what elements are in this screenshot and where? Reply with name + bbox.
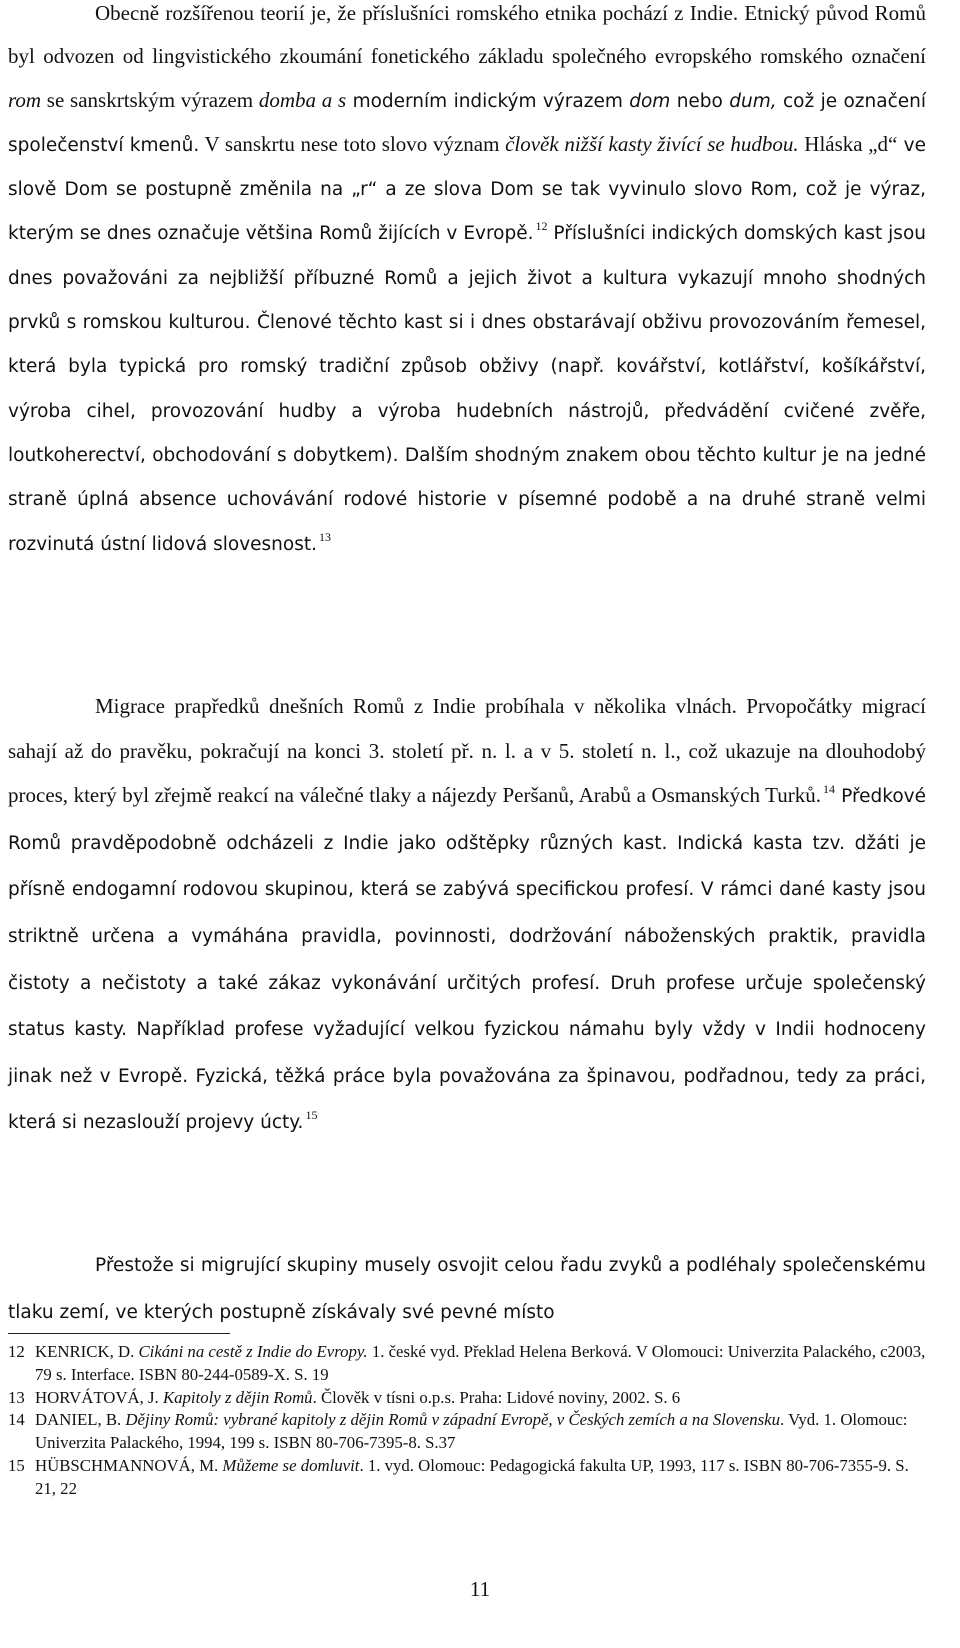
p1-text-9: ve slově Dom se postupně změnila na „r“ a ze slova Dom se tak vyvinulo slovo Rom, což je výraz, kterým se dnes označuje většina Romů žijících v Evropě. xyxy=(8,134,926,245)
footnote-details: . 1. vyd. Olomouc: Pedagogická fakulta UP, 1993, 117 s. ISBN 80-706-7355-9. S. 21, 22 xyxy=(35,1455,909,1498)
footnote-15 xyxy=(8,1455,928,1501)
page-number: 11 xyxy=(469,1577,491,1601)
footnote-14 xyxy=(8,1409,928,1455)
footnote-ref-12[interactable]: 12 xyxy=(535,219,548,234)
p1-text-2: se sanskrtským výrazem xyxy=(41,87,259,112)
body-paragraph-2 xyxy=(8,684,926,1146)
p1-text-8: Hláska „d“ xyxy=(798,131,898,156)
footnote-13 xyxy=(8,1387,928,1410)
footnote-author: KENRICK, D. xyxy=(35,1342,139,1361)
footnote-ref-15[interactable]: 15 xyxy=(305,1108,318,1123)
p1-text-3: a s xyxy=(316,87,347,112)
footnote-separator xyxy=(8,1333,230,1334)
footnote-ref-14[interactable]: 14 xyxy=(822,782,835,797)
p2-text-2: Předkové Romů pravděpodobně odcházeli z Indie jako odštěpky různých kast. Indická kasta tzv. džáti je přísně endogamní rodovou skupinou, která se zabývá specifickou profesí. V rámci dané kasty jsou striktně určena a vymáhána pravidla, povinnosti, dodržování náboženských praktik, pravidla čistoty a nečistoty a také zákaz vykonávání určitých profesí. Druh profese určuje společenský status kasty. Například profese vyžadující velkou fyzickou námahu byly vždy v Indii hodnoceny jinak než v Evropě. Fyzická, těžká práce byla považována za špinavou, podřadnou, tedy za práci, která si nezaslouží projevy úcty. xyxy=(8,786,926,1134)
footnote-details: . Vyd. 1. Olomouc: Univerzita Palackého, 1994, 199 s. ISBN 80-706-7395-8. S.37 xyxy=(35,1410,908,1453)
footnote-details: . Člověk v tísni o.p.s. Praha: Lidové noviny, 2002. S. 6 xyxy=(312,1387,681,1407)
p1-text-4: moderním indickým výrazem xyxy=(346,90,630,112)
footnote-author: HORVÁTOVÁ, J. xyxy=(35,1387,163,1407)
p1-text-6: což je označení společenství kmenů. xyxy=(8,90,926,156)
p1-term-dom: dom xyxy=(629,90,671,112)
footnote-number: 12 xyxy=(8,1342,25,1361)
footnote-title: Můžeme se domluvit xyxy=(222,1455,360,1475)
footnote-title: Kapitoly z dějin Romů xyxy=(162,1387,313,1407)
p2-text-1: Migrace prapředků dnešních Romů z Indie probíhala v několika vlnách. Prvopočátky migrací sahají až do pravěku, pokračují na konci 3. století př. n. l. a v 5. století n. l., což ukazuje na dlouhodobý proces, který byl zřejmě reakcí na válečné tlaky a nájezdy Peršanů, Arabů a Osmanských Turků. xyxy=(8,694,926,808)
body-paragraph-3 xyxy=(8,1242,926,1335)
p1-text-7: V sanskrtu nese toto slovo význam xyxy=(199,131,506,156)
footnote-12 xyxy=(8,1341,928,1387)
footnote-number: 15 xyxy=(8,1455,25,1475)
p1-term-rom: rom xyxy=(8,87,42,112)
p1-term-clovek: člověk nižší kasty živící se hudbou. xyxy=(505,131,799,156)
footnote-details: 1. české vyd. Překlad Helena Berková. V Olomouci: Univerzita Palackého, c2003, 79 s. Interface. ISBN 80-244-0589-X. S. 19 xyxy=(35,1342,926,1384)
p1-text-5: nebo xyxy=(670,90,730,112)
p1-term-dum: dum, xyxy=(729,90,777,112)
footnote-title: Cikáni na cestě z Indie do Evropy. xyxy=(138,1342,368,1361)
p1-text-10: Příslušníci indických domských kast jsou dnes považováni za nejbližší příbuzné Romů a jejich život a kultura vykazují mnoho shodných prvků s romskou kulturou. Členové těchto kast si i dnes obstarávají obživu provozováním řemesel, která byla typická pro romský tradiční způsob obživy (např. kovářství, kotlářství, košíkářství, výroba cihel, provozování hudby a výroba hudebních nástrojů, předvádění cvičené zvěře, loutkoherectví, obchodování s dobytkem). Dalším shodným znakem obou těchto kultur je na jedné straně úplná absence uchovávání rodové historie v písemné podobě a na druhé straně velmi rozvinutá ústní lidová slovesnost. xyxy=(8,223,926,555)
p1-term-domba: domba xyxy=(258,87,317,112)
footnote-ref-13[interactable]: 13 xyxy=(319,529,331,544)
footnote-number: 13 xyxy=(8,1387,25,1407)
footnote-author: HÜBSCHMANNOVÁ, M. xyxy=(35,1455,223,1475)
footnote-number: 14 xyxy=(8,1410,25,1430)
footnotes xyxy=(8,1341,928,1501)
footnote-title: Dějiny Romů: vybrané kapitoly z dějin Romů v západní Evropě, v Českých zemích a na Slovensku xyxy=(125,1410,781,1430)
body-paragraph-1 xyxy=(8,0,926,566)
p1-text-1: Obecně rozšířenou teorií je, že příslušníci romského etnika pochází z Indie. Etnický původ Romů byl odvozen od lingvistického zkoumání fonetického základu společného evropského romského označení xyxy=(8,1,926,69)
footnote-author: DANIEL, B. xyxy=(35,1410,126,1430)
p3-text-1: Přestože si migrující skupiny musely osvojit celou řadu zvyků a podléhaly společenskému tlaku zemí, ve kterých postupně získávaly své pevné místo xyxy=(8,1255,926,1323)
